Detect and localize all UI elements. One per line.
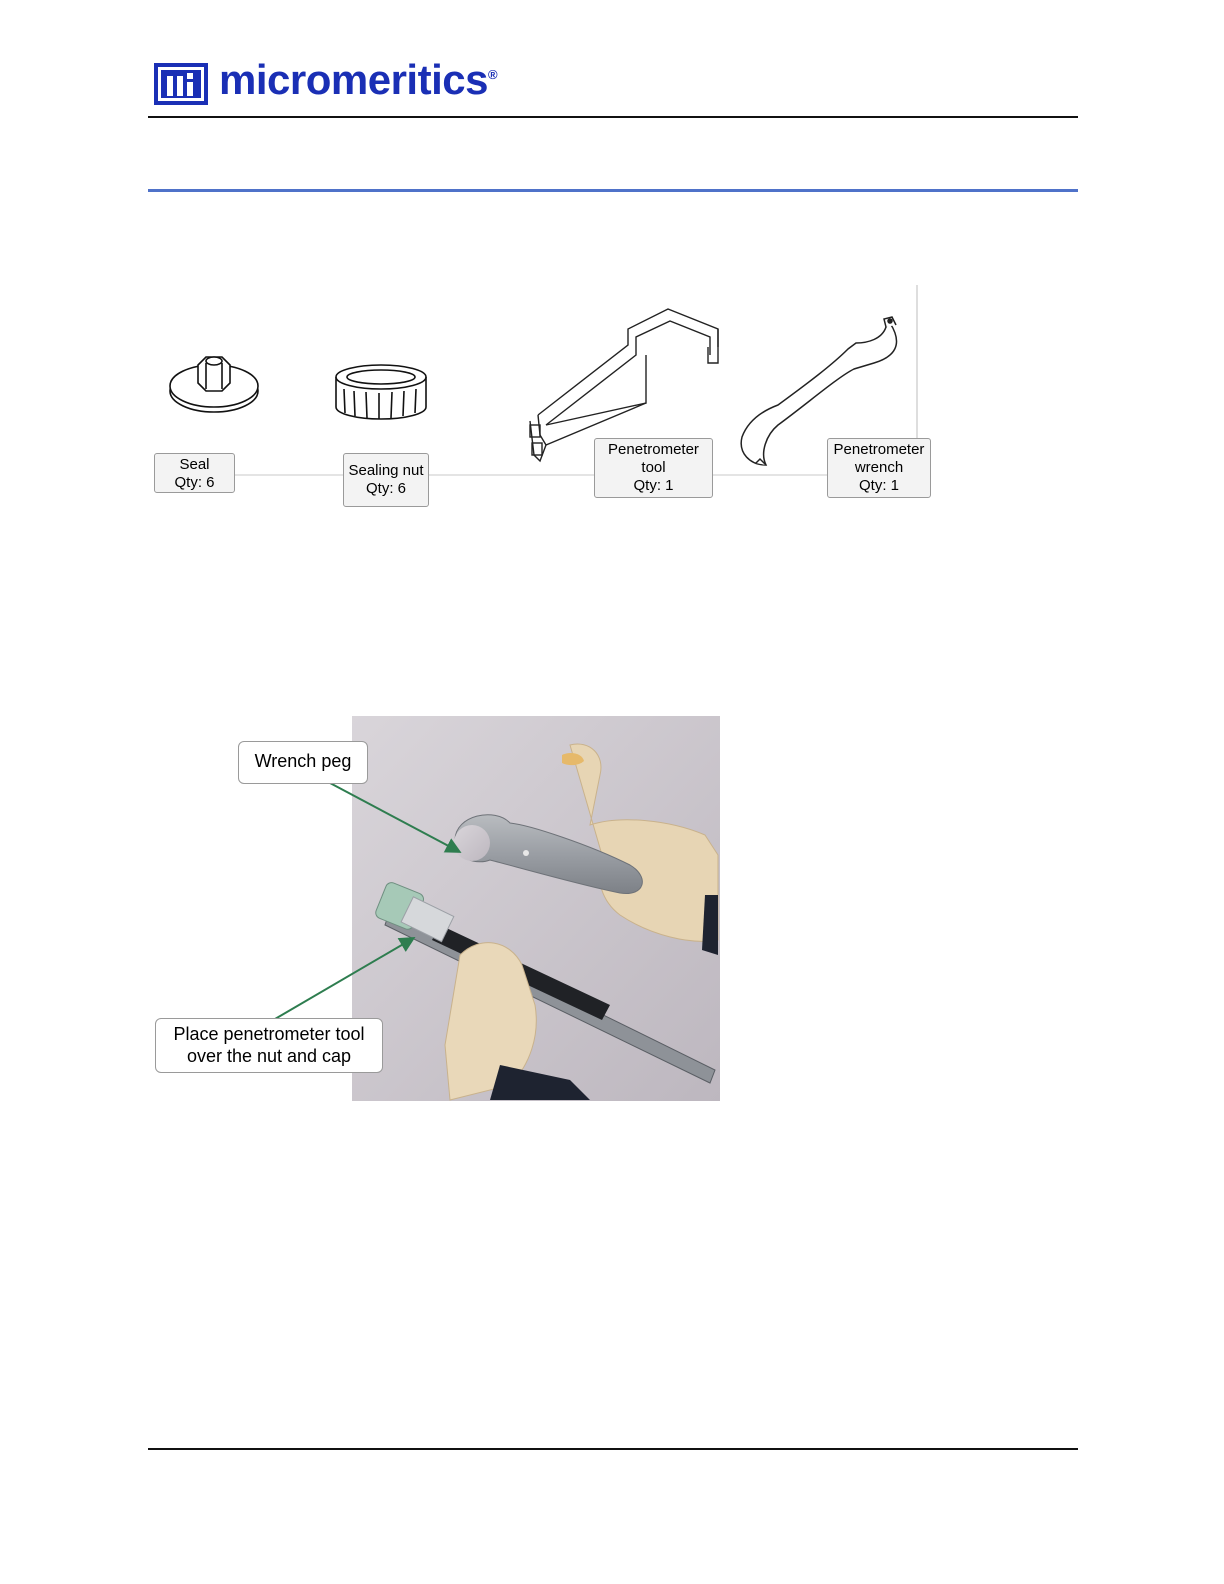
penetrometer-tool-label-2: tool <box>641 459 666 476</box>
logo-wordmark-text: micromeritics <box>219 56 488 103</box>
penetrometer-wrench-label-2: wrench <box>854 459 904 476</box>
wrench-peg-label: Wrench peg <box>254 751 352 771</box>
tool-placement-callout <box>155 1018 383 1073</box>
seal-qty: Qty: 6 <box>174 474 215 491</box>
seal-label: Seal <box>179 456 210 473</box>
sealing-nut-label: Sealing nut <box>348 462 424 479</box>
tool-placement-label-1: Place penetrometer tool <box>173 1024 365 1044</box>
parts-figure <box>148 285 938 515</box>
header-rule <box>148 116 1078 118</box>
penetrometer-tool-label-1: Penetrometer <box>608 441 699 458</box>
logo-wordmark <box>219 56 497 104</box>
tool-placement-label-2: over the nut and cap <box>186 1046 352 1066</box>
sealing-nut-qty: Qty: 6 <box>365 480 406 497</box>
photo-figure <box>150 715 730 1105</box>
penetrometer-wrench-label-1: Penetrometer <box>833 441 925 458</box>
penetrometer-wrench-callout <box>827 438 931 498</box>
mi-logo-mark-icon <box>153 62 209 106</box>
tool-placement-arrow <box>275 939 412 1019</box>
wrench-peg-arrow <box>330 783 458 851</box>
micromeritics-logo <box>153 56 503 110</box>
registered-mark: ® <box>487 67 498 82</box>
sealing-nut-callout <box>343 453 429 507</box>
penetrometer-wrench-qty: Qty: 1 <box>858 477 899 494</box>
footer-rule <box>148 1448 1078 1450</box>
parts-drawing <box>148 285 938 515</box>
penetrometer-tool-qty: Qty: 1 <box>633 477 674 494</box>
seal-icon <box>170 357 258 412</box>
sealing-nut-icon <box>336 365 426 419</box>
wrench-peg-callout <box>238 741 368 784</box>
penetrometer-tool-callout <box>594 438 713 498</box>
section-rule <box>148 189 1078 192</box>
seal-callout <box>154 453 235 493</box>
